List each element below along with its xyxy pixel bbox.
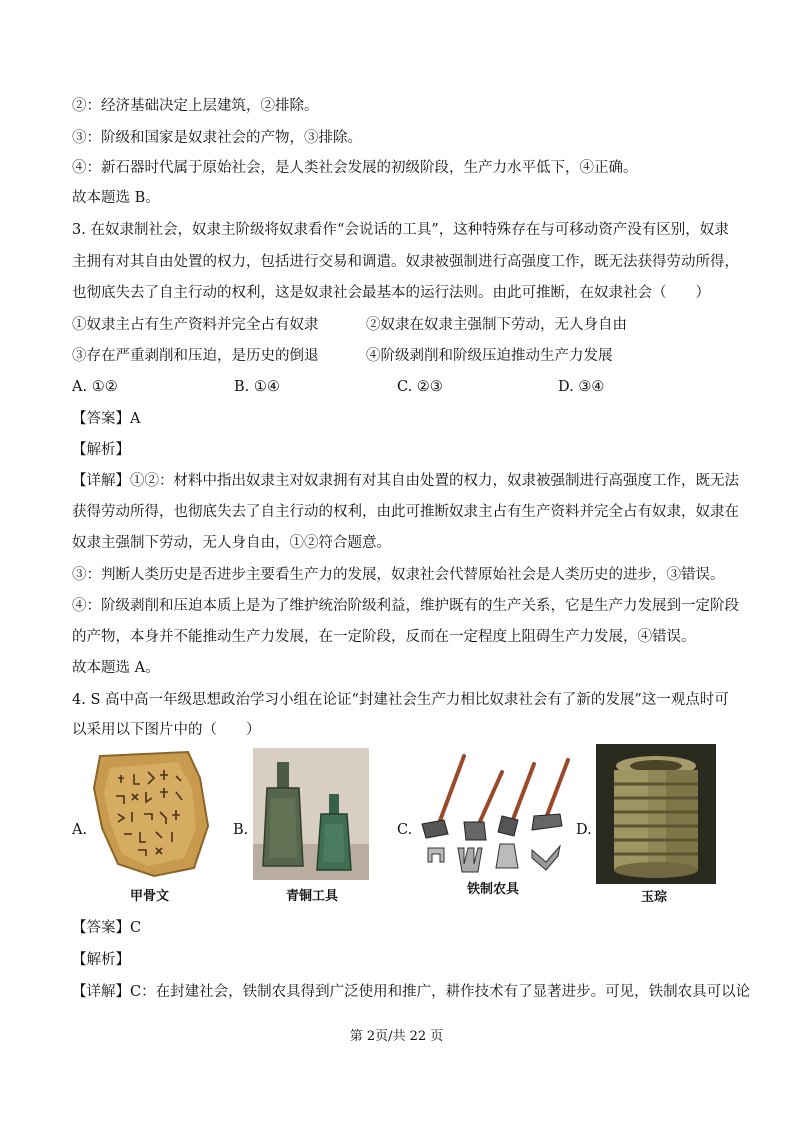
statement-2: ②奴隶在奴隶主强制下劳动，无人身自由 bbox=[366, 317, 627, 333]
caption-jade-cong: 玉琮 bbox=[641, 890, 668, 905]
detail-line: 的产物，本身并不能推动生产力发展，在一定阶段，反而在一定程度上阻碍生产力发展，④错误。 bbox=[72, 629, 696, 645]
bronze-tools-image bbox=[253, 748, 369, 880]
option-c: C. ②③ bbox=[397, 379, 443, 395]
detail-line: 获得劳动所得，也彻底失去了自主行动的权利，由此可推断奴隶主占有生产资料并完全占有奴隶，奴隶在 bbox=[72, 504, 739, 520]
detail-line: 【详解】①②：材料中指出奴隶主对奴隶拥有对其自由处置的权力，奴隶被强制进行高强度工作，既无法 bbox=[72, 473, 739, 489]
statement-1: ①奴隶主占有生产资料并完全占有奴隶 bbox=[72, 317, 319, 333]
statement-3: ③存在严重剥削和压迫，是历史的倒退 bbox=[72, 348, 319, 364]
jade-cong-image bbox=[596, 744, 716, 884]
question-3-stem: 主拥有对其自由处置的权力，包括进行交易和调遣。奴隶被强制进行高强度工作，既无法获得劳动所得， bbox=[72, 254, 739, 270]
caption-bronze-tools: 青铜工具 bbox=[286, 889, 339, 904]
caption-oracle-bone: 甲骨文 bbox=[130, 889, 170, 904]
option-b: B. ①④ bbox=[234, 379, 280, 395]
page-footer: 第 2页/共 22 页 bbox=[349, 1029, 444, 1044]
option-b-letter: B. bbox=[233, 822, 249, 838]
text-line: ②：经济基础决定上层建筑，②排除。 bbox=[72, 98, 319, 114]
statement-4: ④阶级剥削和阶级压迫推动生产力发展 bbox=[366, 348, 613, 364]
text-line: 故本题选 B。 bbox=[72, 190, 160, 206]
iron-farm-tools-image bbox=[414, 752, 576, 878]
analysis-label: 【解析】 bbox=[72, 952, 130, 968]
detail-line: ③：判断人类历史是否进步主要看生产力的发展，奴隶社会代替原始社会是人类历史的进步，③错误。 bbox=[72, 567, 725, 583]
caption-iron-tools: 铁制农具 bbox=[467, 882, 520, 897]
option-a: A. ①② bbox=[72, 379, 118, 395]
option-c-letter: C. bbox=[397, 822, 413, 838]
option-d-letter: D. bbox=[576, 822, 592, 838]
detail-line: 【详解】C：在封建社会，铁制农具得到广泛使用和推广，耕作技术有了显著进步。可见，铁制农具可以论 bbox=[72, 984, 751, 1000]
question-3-stem: 3. 在奴隶制社会，奴隶主阶级将奴隶看作“会说话的工具”，这种特殊存在与可移动资产没有区别，奴隶 bbox=[72, 222, 729, 238]
question-4-stem: 以采用以下图片中的（ ） bbox=[72, 722, 261, 738]
question-4-stem: 4. S 高中高一年级思想政治学习小组在论证“封建社会生产力相比奴隶社会有了新的发展”这一观点时可 bbox=[72, 692, 729, 708]
option-d: D. ③④ bbox=[558, 379, 605, 395]
answer-label: 【答案】A bbox=[72, 411, 141, 427]
option-a-letter: A. bbox=[72, 822, 88, 838]
detail-line: 故本题选 A。 bbox=[72, 660, 160, 676]
text-line: ③：阶级和国家是奴隶社会的产物，③排除。 bbox=[72, 130, 362, 146]
oracle-bone-image bbox=[88, 748, 212, 880]
question-3-stem: 也彻底失去了自主行动的权利，这是奴隶社会最基本的运行法则。由此可推断，在奴隶社会（ ） bbox=[72, 285, 710, 301]
text-line: ④：新石器时代属于原始社会，是人类社会发展的初级阶段，生产力水平低下，④正确。 bbox=[72, 160, 638, 176]
detail-line: ④：阶级剥削和压迫本质上是为了维护统治阶级利益，维护既有的生产关系，它是生产力发展到一定阶段 bbox=[72, 598, 739, 614]
analysis-label: 【解析】 bbox=[72, 442, 130, 458]
answer-label: 【答案】C bbox=[72, 920, 142, 936]
detail-line: 奴隶主强制下劳动，无人身自由，①②符合题意。 bbox=[72, 535, 391, 551]
